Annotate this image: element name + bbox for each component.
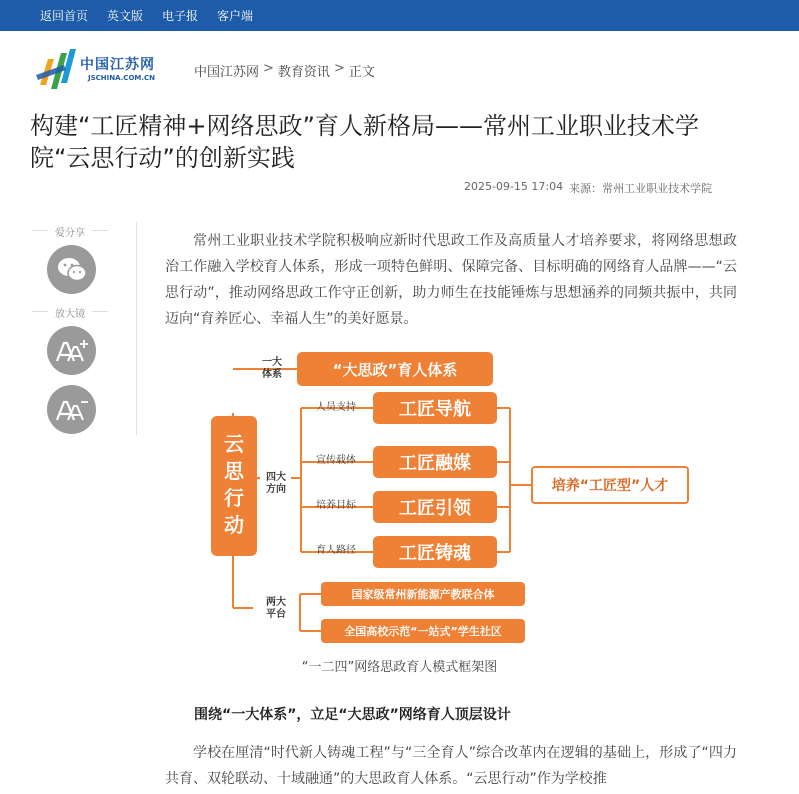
diagram-center-label: 云思行动 (224, 432, 244, 537)
sidebar-divider (136, 222, 137, 435)
diagram-direction-box: 工匠引领 (399, 498, 471, 519)
article-source: 来源：常州工业职业技术学院 (569, 182, 713, 195)
nav-english-link[interactable]: 英文版 (107, 9, 144, 23)
font-smaller-icon (55, 396, 89, 424)
diagram-direction-tag: 育人路径 (316, 545, 356, 556)
article-intro-paragraph: 常州工业职业技术学院积极响应新时代思政工作及高质量人才培养要求，将网络思想政治工作融入学校育人体系，形成一项特色鲜明、保障完备、目标明确的网络育人品牌——“云思行动”，推动网络思政工作守正创新，助力师生在技能锤炼与思想涵养的同频共振中，共同迈向“育养匠心、幸福人生”的美好愿景。 (165, 233, 737, 327)
diagram-four-direction-label: 四大方向 (266, 472, 286, 495)
diagram-one-system-label: 一大体系 (262, 357, 282, 380)
article-meta (464, 180, 712, 196)
breadcrumb-separator: > (333, 61, 345, 76)
diagram-direction-tag: 宣传载体 (316, 455, 356, 466)
wechat-icon (57, 257, 87, 283)
diagram-direction-tag: 人员支持 (316, 402, 356, 413)
logo-domain: JSCHINA.COM.CN (88, 74, 156, 82)
article-date: 2025-09-15 17:04 (464, 180, 564, 193)
top-nav-bar (0, 0, 799, 31)
figure-caption: “一二四”网络思政育人模式框架图 (301, 660, 498, 675)
diagram-two-platform-label: 两大平台 (266, 597, 286, 620)
breadcrumb-section[interactable]: 教育资讯 (277, 65, 330, 80)
font-larger-icon (55, 337, 89, 365)
breadcrumb-separator: > (263, 61, 274, 76)
diagram-direction-box: 工匠融媒 (399, 453, 471, 474)
nav-epaper-link[interactable]: 电子报 (162, 9, 199, 23)
nav-app-link[interactable]: 客户端 (217, 9, 254, 23)
top-nav (40, 0, 272, 31)
diagram-direction-tag: 培养目标 (316, 500, 356, 511)
diagram-platform-box: 全国高校示范“一站式”学生社区 (344, 625, 502, 638)
diagram-one-system-box: “大思政”育人体系 (332, 360, 458, 379)
zoom-label: 放大镜 (30, 305, 110, 320)
wechat-share-button[interactable] (47, 245, 96, 294)
share-label: 爱分享 (30, 224, 110, 239)
diagram-result-box: 培养“工匠型”人才 (531, 466, 689, 504)
breadcrumb-home[interactable]: 中国江苏网 (194, 65, 260, 80)
font-decrease-button[interactable] (47, 385, 96, 434)
nav-home-link[interactable]: 返回首页 (40, 9, 89, 23)
article-title: 构建“工匠精神+网络思政”育人新格局——常州工业职业技术学院“云思行动”的创新实践 (30, 112, 699, 172)
diagram-platform-box: 国家级常州新能源产教联合体 (351, 588, 495, 601)
diagram-direction-box: 工匠铸魂 (399, 543, 471, 564)
logo-name: 中国江苏网 (80, 57, 155, 73)
font-increase-button[interactable] (47, 326, 96, 375)
breadcrumb (194, 61, 375, 80)
article-subheading: 围绕“一大体系”，立足“大思政”网络育人顶层设计 (194, 707, 511, 723)
breadcrumb-current: 正文 (348, 65, 375, 80)
diagram-direction-box: 工匠导航 (399, 399, 471, 420)
article-paragraph: 学校在厘清“时代新人铸魂工程”与“三全育人”综合改革内在逻辑的基础上，形成了“四力共育、双轮联动、十域融通”的大思政育人体系。“云思行动”作为学校推 (165, 745, 737, 787)
